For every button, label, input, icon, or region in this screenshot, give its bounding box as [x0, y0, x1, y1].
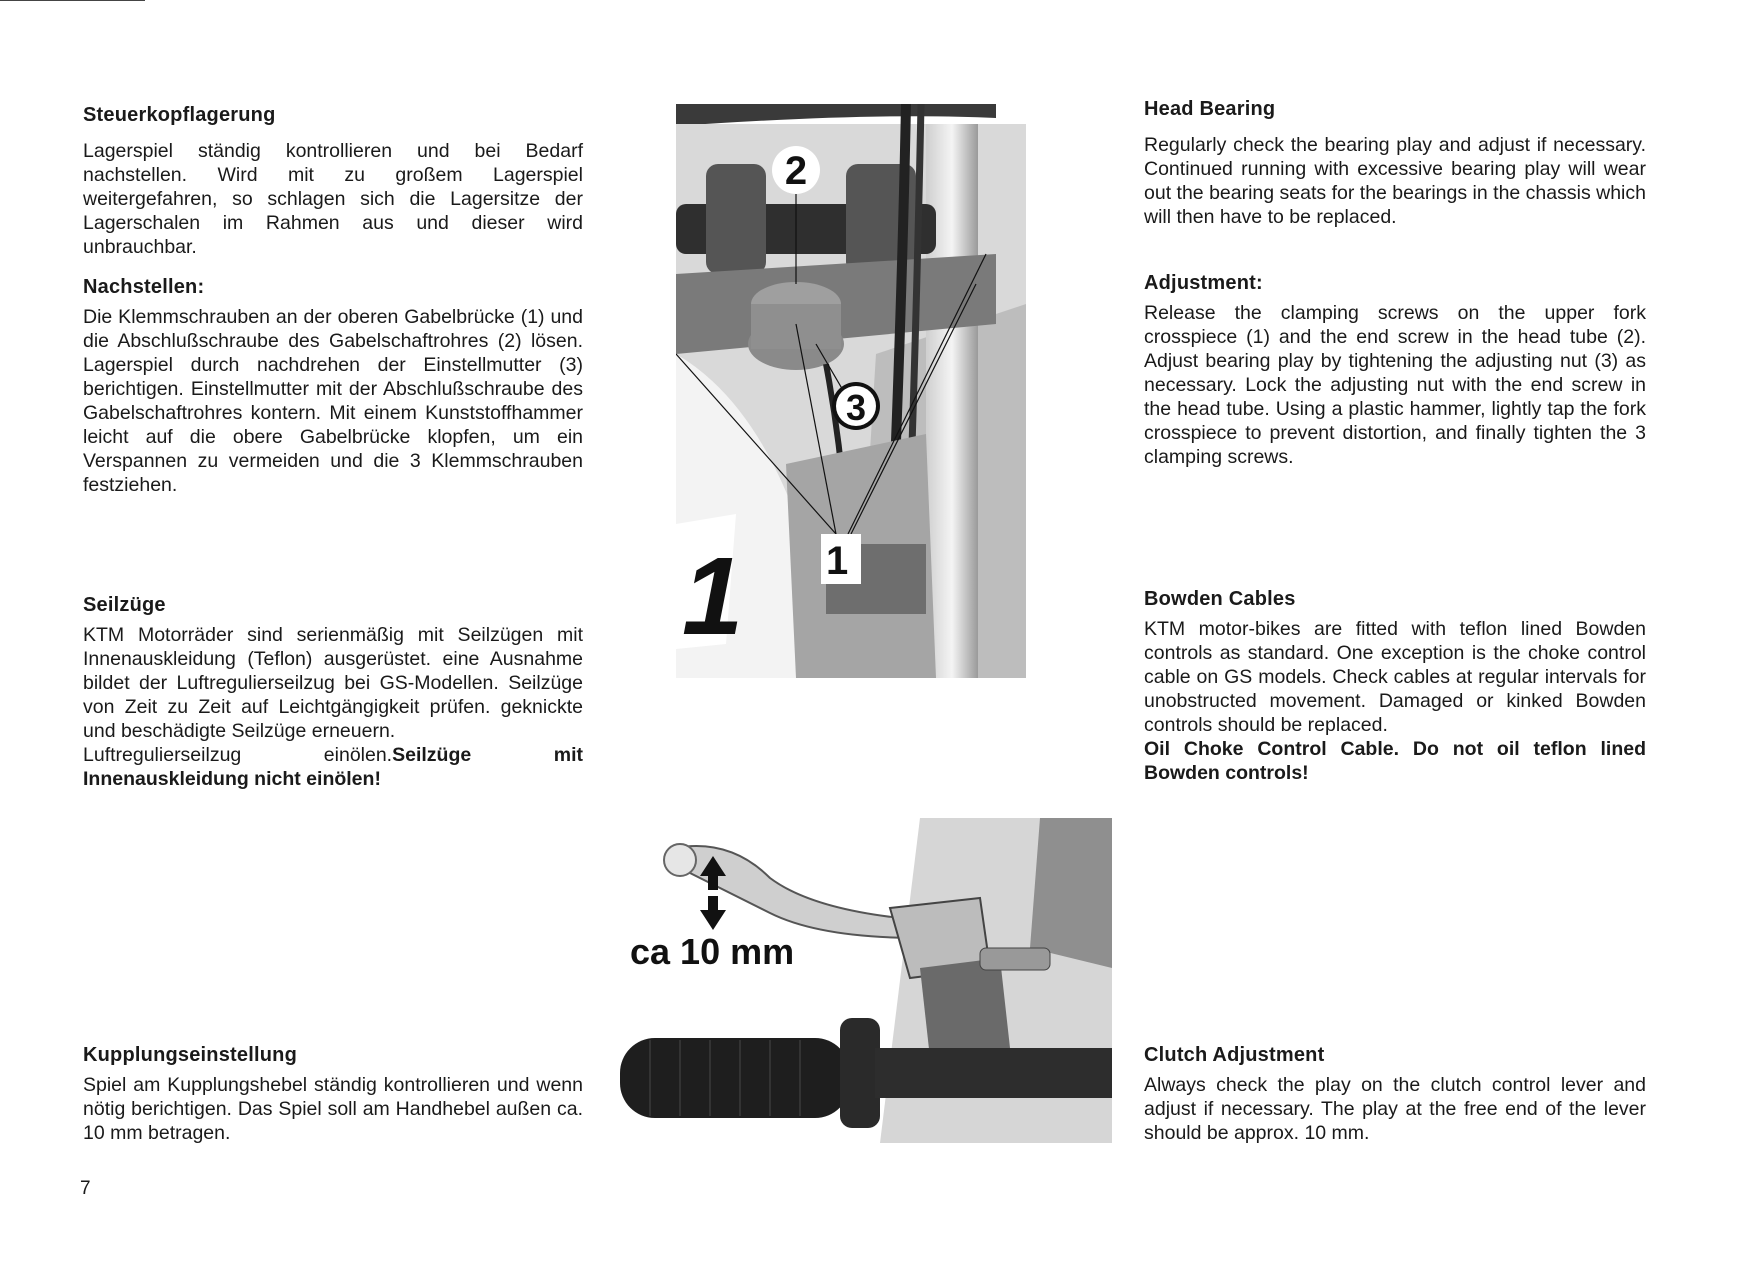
section-title: Bowden Cables — [1144, 588, 1296, 610]
section-head-bearing — [1144, 98, 1646, 229]
page-number: 7 — [80, 1178, 91, 1199]
section-clutch — [1144, 1044, 1646, 1145]
section-title: Adjustment: — [1144, 272, 1263, 294]
callout-1: 1 — [826, 539, 849, 583]
oil-note: Luftregulierseilzug einölen. — [83, 744, 393, 766]
section-title: Steuerkopflagerung — [83, 104, 276, 126]
callout-3: 3 — [845, 387, 867, 428]
side-number: 1 — [682, 535, 744, 658]
section-warning — [83, 743, 583, 791]
section-text: Spiel am Kupplungshebel ständig kontrollieren und wenn nötig berichtigen. Das Spiel soll am Handhebel außen ca. 10 mm betragen. — [83, 1074, 583, 1144]
warning-bold: Seilzüge mit Innenauskleidung nicht einölen! — [83, 744, 583, 790]
section-text: Always check the play on the clutch control lever and adjust if necessary. The play at the free end of the lever should be approx. 10 mm. — [1144, 1074, 1646, 1144]
section-text: Release the clamping screws on the upper fork crosspiece (1) and the end screw in the head tube (2). Adjust bearing play by tightening the adjusting nut (3) as necessary. Lock the adjusting nut with the end screw in the head tube. Using a plastic hammer, lightly tap the fork crosspiece to prevent distortion, and finally tighten the 3 clamping screws. — [1144, 302, 1646, 468]
section-warning: Oil Choke Control Cable. Do not oil teflon lined Bowden controls! — [1144, 738, 1646, 784]
section-kupplung — [83, 1044, 583, 1145]
section-nachstellen — [83, 276, 583, 497]
section-adjustment — [1144, 272, 1646, 469]
section-title: Seilzüge — [83, 594, 166, 616]
steering-head-illustration — [676, 104, 1026, 678]
section-steuerkopf — [83, 104, 583, 259]
top-rule — [0, 0, 145, 1]
section-text: Die Klemmschrauben an der oberen Gabelbrücke (1) und die Abschlußschraube des Gabelschaftrohres (2) lösen. Lagerspiel durch nachdrehen der Einstellmutter (3) berichtigen. Einstellmutter mit der Abschlußschraube des Gabelschaftrohres kontern. Mit einem Kunststoffhammer leicht auf die obere Gabelbrücke klopfen, um ein Verspannen zu vermeiden und die 3 Klemmschrauben festziehen. — [83, 306, 583, 496]
section-text: KTM motor-bikes are fitted with teflon lined Bowden controls as standard. One exception is the choke control cable on GS models. Check cables at regular intervals for unobstructed movement. Damaged or kinked Bowden controls should be replaced. — [1144, 618, 1646, 736]
section-text: KTM Motorräder sind serienmäßig mit Seilzügen mit Innenauskleidung (Teflon) ausgerüstet. eine Ausnahme bildet der Luftregulierseilzug bei GS-Modellen. Seilzüge von Zeit zu Zeit auf Leichtgängigkeit prüfen. geknickte und beschädigte Seilzüge erneuern. — [83, 624, 583, 742]
callout-2: 2 — [784, 149, 808, 193]
steering-head-photo — [676, 104, 1026, 678]
clutch-lever-photo — [620, 818, 1112, 1143]
section-title: Kupplungseinstellung — [83, 1044, 297, 1066]
section-text: Regularly check the bearing play and adjust if necessary. Continued running with excessive bearing play will wear out the bearing seats for the bearings in the chassis which will then have to be replaced. — [1144, 134, 1646, 228]
measure-label: ca 10 mm — [630, 931, 795, 972]
section-text: Lagerspiel ständig kontrollieren und bei Bedarf nachstellen. Wird mit zu großem Lagerspiel weitergefahren, so schlagen sich die Lagersitze der Lagerschalen im Rahmen aus und dieser wird unbrauchbar. — [83, 140, 583, 258]
section-bowden — [1144, 588, 1646, 785]
section-title: Head Bearing — [1144, 98, 1276, 120]
section-title: Nachstellen: — [83, 276, 205, 298]
section-seilzuege — [83, 594, 583, 791]
section-title: Clutch Adjustment — [1144, 1044, 1325, 1066]
clutch-lever-illustration — [620, 818, 1112, 1143]
